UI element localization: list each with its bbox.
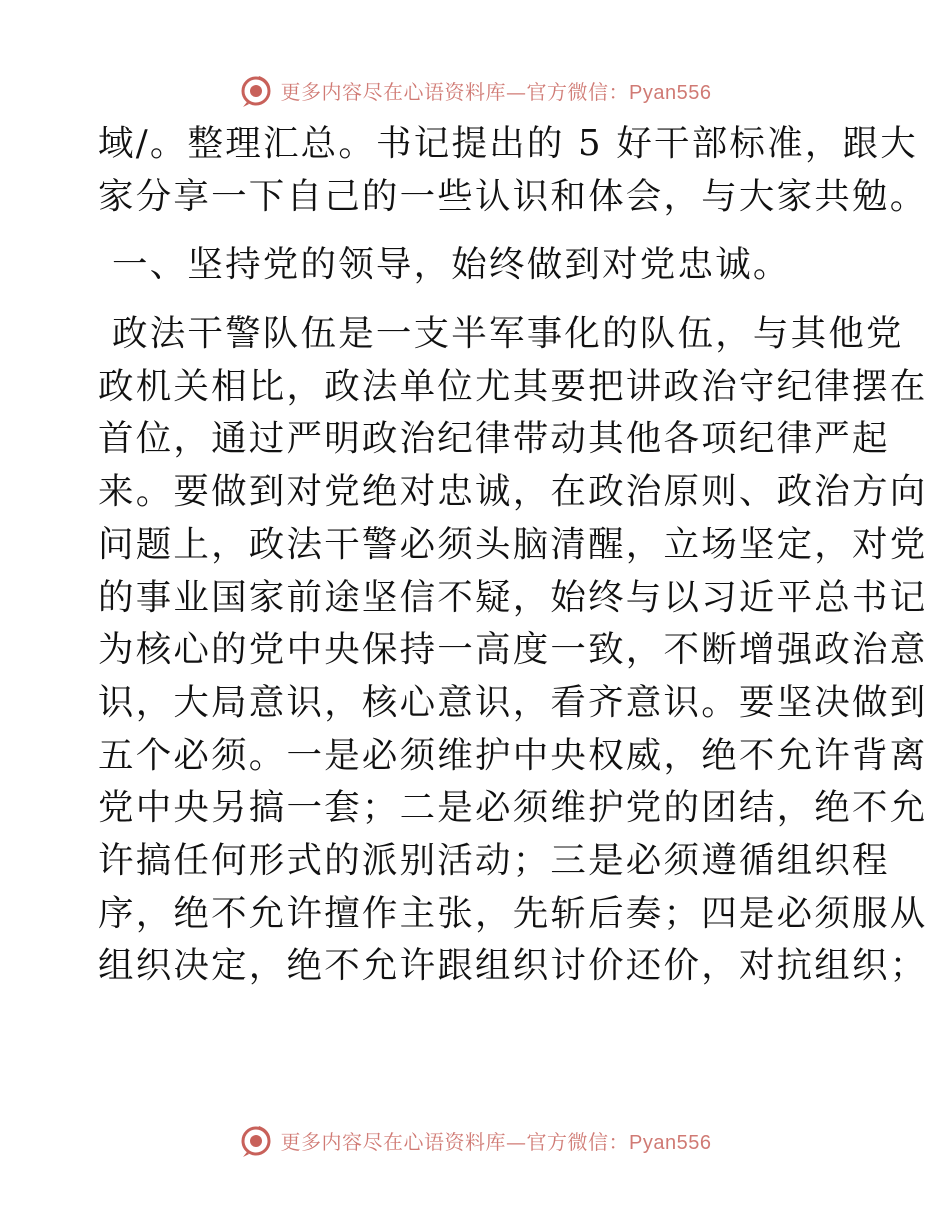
- section-heading: 一、坚持党的领导，始终做到对党忠诚。: [112, 244, 791, 286]
- text-line: 的事业国家前途坚信不疑，始终与以习近平总书记: [98, 576, 928, 618]
- watermark-banner-bottom: [0, 1118, 950, 1162]
- body-paragraph: [98, 308, 928, 993]
- watermark-text: 更多内容尽在心语资料库—官方微信：Pyan556: [280, 79, 712, 104]
- text-line: 序，绝不允许擅作主张，先斩后奏；四是必须服从: [98, 892, 928, 934]
- text-line: 许搞任何形式的派别活动；三是必须遵循组织程: [98, 839, 890, 881]
- wechat-id: Pyan556: [629, 1131, 712, 1154]
- text-line: 域/。整理汇总。书记提出的 5 好干部标准，跟大: [98, 123, 918, 164]
- text-line: 家分享一下自己的一些认识和体会，与大家共勉。: [98, 175, 928, 217]
- watermark-text: 更多内容尽在心语资料库—官方微信：Pyan556: [280, 1129, 712, 1154]
- text-line: 政法干警队伍是一支半军事化的队伍，与其他党: [112, 313, 904, 355]
- text-line: 首位，通过严明政治纪律带动其他各项纪律严起: [98, 418, 890, 460]
- document-body: [98, 118, 928, 993]
- text-line: 识，大局意识，核心意识，看齐意识。要坚决做到: [98, 681, 928, 723]
- text-line: 政机关相比，政法单位尤其要把讲政治守纪律摆在: [98, 365, 928, 407]
- text-line: 来。要做到对党绝对忠诚，在政治原则、政治方向: [98, 471, 928, 513]
- brand-logo-icon: [239, 72, 275, 108]
- watermark-banner-top: [0, 68, 950, 112]
- intro-paragraph: [98, 118, 928, 223]
- text-line: 问题上，政法干警必须头脑清醒，立场坚定，对党: [98, 523, 928, 565]
- text-line: 五个必须。一是必须维护中央权威，绝不允许背离: [98, 734, 928, 776]
- text-line: 组织决定，绝不允许跟组织讨价还价，对抗组织；: [98, 945, 928, 987]
- text-line: 党中央另搞一套；二是必须维护党的团结，绝不允: [98, 787, 928, 829]
- text-line: 为核心的党中央保持一高度一致，不断增强政治意: [98, 629, 928, 671]
- brand-logo-icon: [239, 1122, 275, 1158]
- wechat-id: Pyan556: [629, 81, 712, 104]
